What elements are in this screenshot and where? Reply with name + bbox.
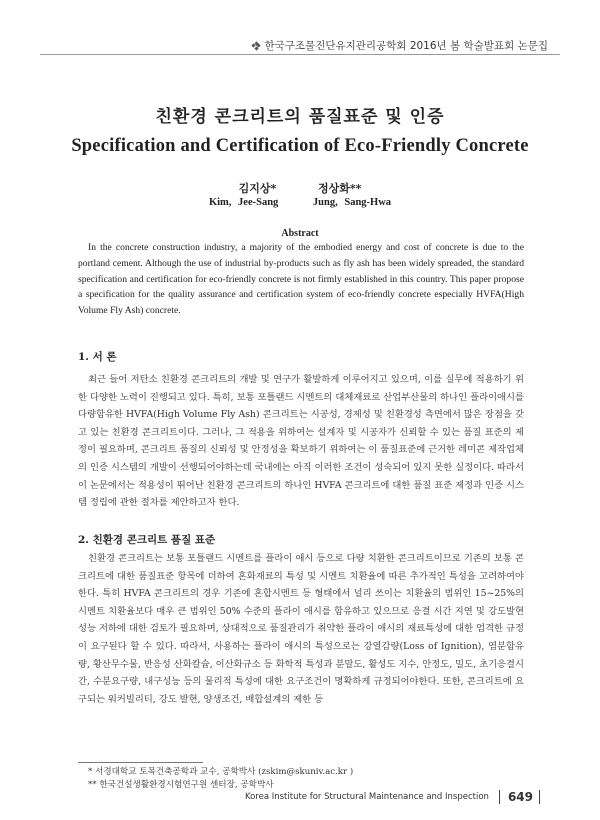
title-korean: 친환경 콘크리트의 품질표준 및 인증 bbox=[155, 107, 445, 127]
abstract-text: In the concrete construction industry, a majority of the embodied energy and cost of concrete is due to the portland cement. Although the use of industrial by-products such as fly ash has been widely spreaded, the standard specification and certification for eco-friendly concrete is not firmly established in this country. This paper propose a specification for the quality assurance and certification system of eco-friendly concrete especially HVFA(High Volume Fly Ash) concrete. bbox=[78, 242, 524, 317]
footnotes bbox=[88, 766, 353, 792]
section-1-text: 최근 들어 저탄소 친환경 콘크리트의 개발 및 연구가 활발하게 이루어지고 있으며, 이를 실무에 적용하기 위한 다양한 노력이 진행되고 있다. 특히, 보통 포틀랜드 시멘트의 대체재료로 산업부산물의 하나인 플라이애시를 다량함유한 HVFA(High Volume Fly Ash) 콘크리트는 시공성, 경제성 및 친환경성 측면에서 많은 장점을 갖고 있는 친환경 콘크리트이다. 그러나, 그 적용을 위하여는 설계자 및 시공자가 신뢰할 수 있는 품질 표준의 제정이 필요하며, 콘크리트 품질의 신뢰성 및 안정성을 확보하기 위하여는 이 품질표준에 근거한 레미콘 제작업체의 인증 시스템의 개발이 선행되어야하는데 국내에는 아직 이러한 조건이 성숙되어 있지 못한 실정이다. 따라서 이 논문에서는 적용성이 뛰어난 친환경 콘크리트의 하나인 HVFA 콘크리트에 대한 품질 표준 제정과 인증 시스템 정립에 관한 절차를 제안하고자 한다. bbox=[78, 374, 524, 509]
page-number: 649 bbox=[499, 790, 540, 804]
page-footer bbox=[245, 790, 540, 804]
authors-korean: 김지상* 정상화** bbox=[238, 182, 362, 195]
section-1-heading: 1. 서 론 bbox=[78, 351, 117, 363]
header-divider bbox=[40, 54, 560, 55]
author-2-english: Jung, Sang-Hwa bbox=[312, 197, 392, 208]
diamond-cluster-icon bbox=[252, 42, 260, 50]
section-2-text: 친환경 콘크리트는 보통 포틀랜드 시멘트를 플라이 애시 등으로 다량 치환한 콘크리트이므로 기존의 보통 콘크리트에 대한 품질표준 항목에 더하여 혼화재료의 특성 및 시멘트 치환율에 따른 추가적인 특성을 고려하여야한다. 특히 HVFA 콘크리트의 경우 기존에 혼합시멘트 등 형태에서 널리 쓰이는 치환율의 범위인 15~25%의 시멘트 치환율보다 매우 큰 범위인 50% 수준의 플라이 애시를 함유하고 있으므로 응결 시간 지연 및 강도발현 성능 저하에 대한 검토가 필요하며, 상대적으로 품질관리가 취약한 플라이 애시의 재료특성에 대한 엄격한 규정이 요구된다 할 수 있다. 따라서, 사용하는 플라이 애시의 특성으로는 강열감량(Loss of Ignition), 염분함유량, 황산무수물, 반응성 산화칼슘, 이산화규소 등 화학적 특성과 분말도, 활성도 지수, 안정도, 밀도, 초기응결시간, 수분요구량, 내구성능 등의 물리적 특성에 대한 요구조건이 명확하게 규정되어야한다. 또한, 콘크리트에 요구되는 워커빌리티, 강도 발현, 양생조건, 배합설계의 제한 등 bbox=[78, 553, 524, 705]
journal-header bbox=[252, 38, 548, 53]
authors-english bbox=[0, 197, 600, 208]
journal-name: 한국구조물진단유지관리공학회 2016년 봄 학술발표회 논문집 bbox=[264, 40, 548, 52]
footer-institute: Korea Institute for Structural Maintenance and Inspection bbox=[244, 792, 489, 802]
footnote-divider bbox=[78, 762, 203, 763]
footnote-2: ** 한국건설생활환경시험연구원 센터장, 공학박사 bbox=[88, 780, 274, 790]
footnote-1: * 서경대학교 토목건축공학과 교수, 공학박사 (zskim@skuniv.ac.kr ) bbox=[88, 767, 354, 777]
title-english: Specification and Certification of Eco-Friendly Concrete bbox=[71, 136, 529, 156]
author-1-english: Kim, Jee-Sang bbox=[208, 197, 279, 208]
abstract-heading: Abstract bbox=[281, 228, 319, 239]
section-2-heading: 2. 친환경 콘크리트 품질 표준 bbox=[78, 534, 216, 546]
